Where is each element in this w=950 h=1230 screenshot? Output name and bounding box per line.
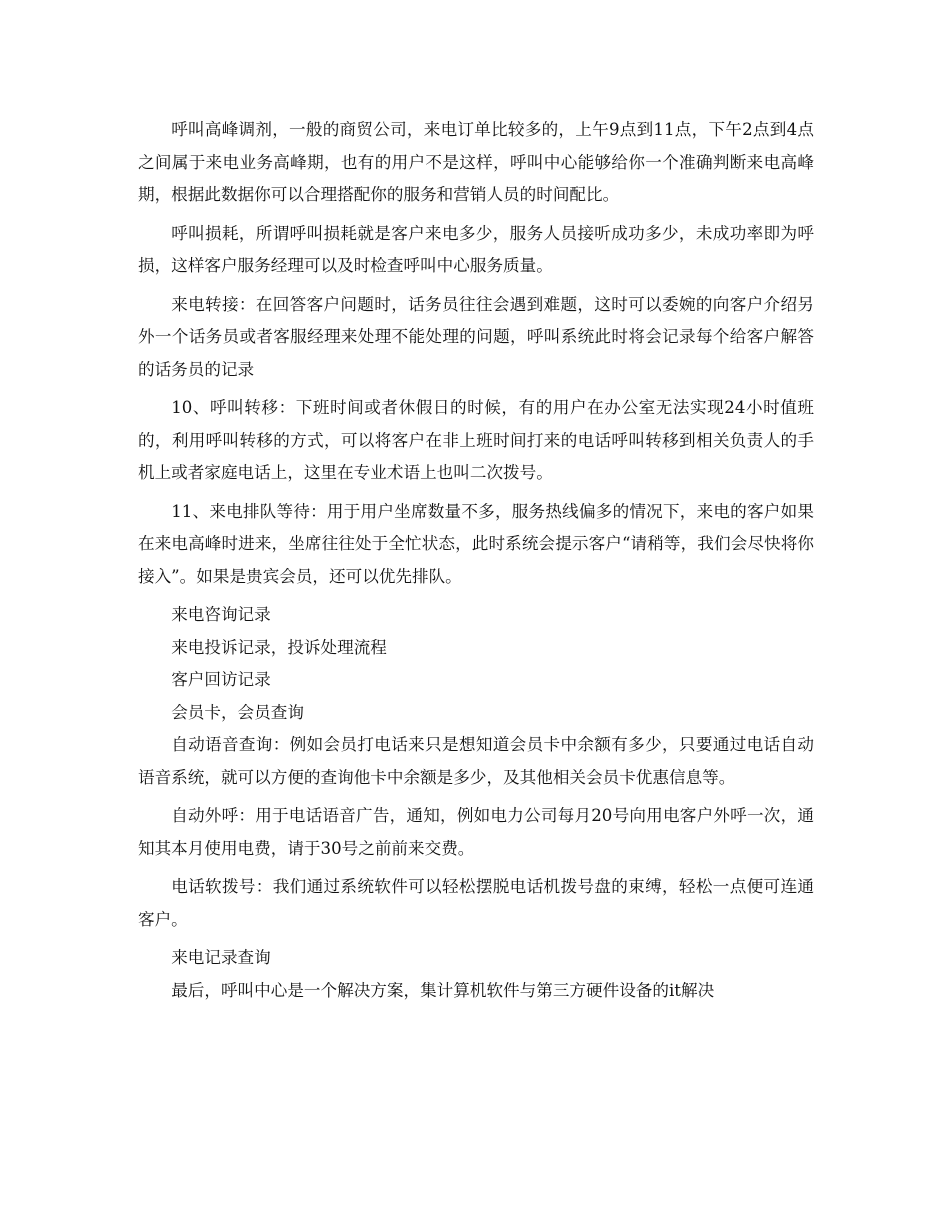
paragraph-soft-dial: 电话软拨号：我们通过系统软件可以轻松摆脱电话机拨号盘的束缚，轻松一点便可连通客户。 [138,877,814,929]
document-body [138,114,814,1013]
paragraph-consult-record: 来电咨询记录 [171,605,271,624]
paragraph-auto-voice-query: 自动语音查询：例如会员打电话来只是想知道会员卡中余额有多少，只要通过电话自动语音系统，就可以方便的查询他卡中余额是多少，及其他相关会员卡优惠信息等。 [138,735,814,787]
paragraph-call-loss: 呼叫损耗，所谓呼叫损耗就是客户来电多少，服务人员接听成功多少，未成功率即为呼损，这样客户服务经理可以及时检查呼叫中心服务质量。 [138,223,814,275]
paragraph-callback-record: 客户回访记录 [171,670,271,689]
paragraph-call-peak: 呼叫高峰调剂，一般的商贸公司，来电订单比较多的，上午9点到11点，下午2点到4点之间属于来电业务高峰期，也有的用户不是这样，呼叫中心能够给你一个准确判断来电高峰期，根据此数据你可以合理搭配你的服务和营销人员的时间配比。 [138,120,814,204]
paragraph-complaint-record: 来电投诉记录，投诉处理流程 [171,637,387,657]
paragraph-call-record-query: 来电记录查询 [171,948,271,967]
paragraph-call-transfer: 来电转接：在回答客户问题时，话务员往往会遇到难题，这时可以委婉的向客户介绍另外一个话务员或者客服经理来处理不能处理的问题，呼叫系统此时将会记录每个给客户解答的话务员的记录 [138,294,814,379]
paragraph-call-queue: 11、来电排队等待：用于用户坐席数量不多，服务热线偏多的情况下，来电的客户如果在来电高峰时进来，坐席往往处于全忙状态，此时系统会提示客户“请稍等，我们会尽快将你接入”。如果是贵宾会员，还可以优先排队。 [138,501,814,586]
paragraph-call-forwarding: 10、呼叫转移：下班时间或者休假日的时候，有的用户在办公室无法实现24小时值班的，利用呼叫转移的方式，可以将客户在非上班时间打来的电话呼叫转移到相关负责人的手机上或者家庭电话上，这里在专业术语上也叫二次拨号。 [138,398,814,482]
paragraph-auto-outbound: 自动外呼：用于电话语音广告，通知，例如电力公司每月20号向用电客户外呼一次，通知其本月使用电费，请于30号之前前来交费。 [138,806,814,858]
paragraph-conclusion: 最后，呼叫中心是一个解决方案，集计算机软件与第三方硬件设备的it解决 [171,980,715,1000]
paragraph-member-card: 会员卡，会员查询 [171,702,304,722]
